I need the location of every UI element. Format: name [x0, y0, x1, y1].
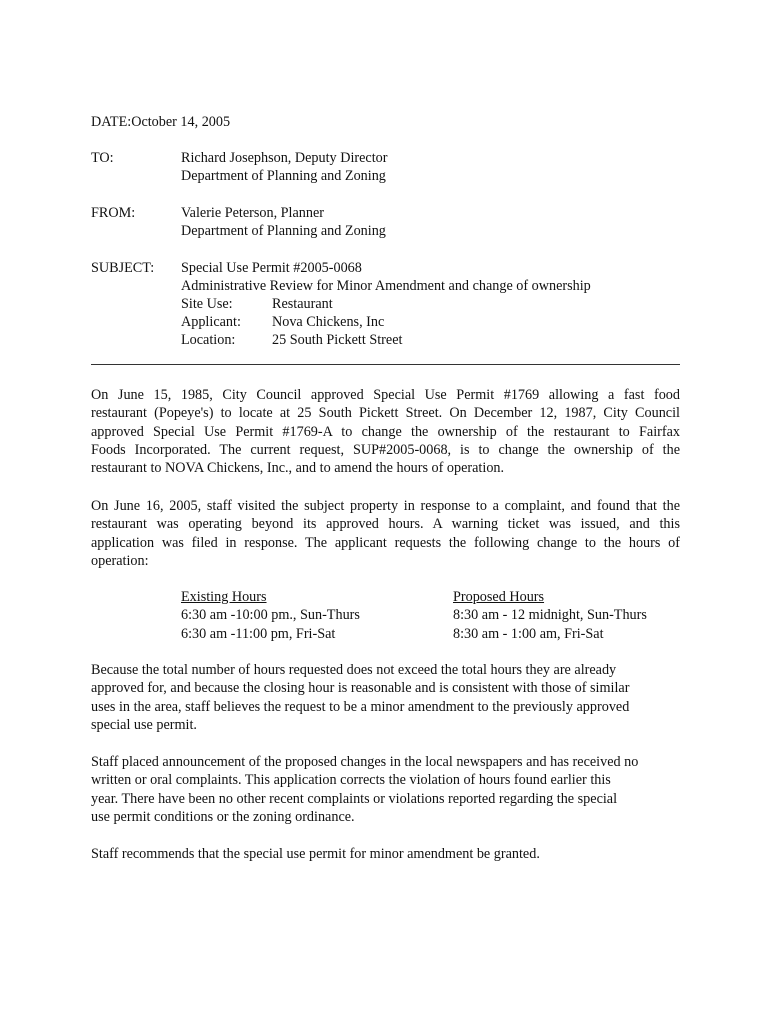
existing-hours-heading: Existing Hours: [181, 589, 267, 605]
location-value: 25 South Pickett Street: [272, 332, 403, 348]
memo-date: DATE:October 14, 2005: [91, 114, 231, 130]
from-label: FROM:: [91, 205, 136, 221]
paragraph-assessment: [91, 661, 680, 734]
existing-hours-column: [181, 588, 360, 643]
proposed-hours-column: [453, 588, 647, 643]
existing-hours-row: 6:30 am -10:00 pm., Sun-Thurs: [181, 607, 360, 624]
from-sender-department: Department of Planning and Zoning: [181, 223, 386, 239]
paragraph-line: On June 15, 1985, City Council approved Special Use Permit #1769 allowing a fast food: [91, 387, 680, 403]
paragraph-line: Because the total number of hours requested does not exceed the total hours they are already: [91, 662, 617, 678]
paragraph-line: operation:: [91, 552, 149, 569]
site-use-label: Site Use:: [181, 296, 233, 312]
paragraph-line: restaurant to NOVA Chickens, Inc., and to amend the hours of operation.: [91, 460, 505, 477]
paragraph-line: On June 16, 2005, staff visited the subject property in response to a complaint, and found that the: [91, 498, 680, 514]
to-recipient-name: Richard Josephson, Deputy Director: [181, 150, 388, 166]
header-divider: [91, 364, 680, 365]
subject-permit-number: Special Use Permit #2005-0068: [181, 260, 362, 276]
paragraph-history: [91, 386, 680, 477]
site-use-value: Restaurant: [272, 296, 333, 312]
from-sender-name: Valerie Peterson, Planner: [181, 205, 325, 221]
paragraph-line: year. There have been no other recent complaints or violations reported regarding the special: [91, 790, 618, 807]
existing-hours-row: 6:30 am -11:00 pm, Fri-Sat: [181, 625, 336, 642]
paragraph-line: Foods Incorporated. The current request, SUP#2005-0068, is to change the ownership of the: [91, 441, 680, 458]
paragraph-recommendation: [91, 845, 680, 863]
paragraph-line: application was filed in response. The applicant requests the following change to the hours of: [91, 534, 680, 551]
paragraph-line: uses in the area, staff believes the request to be a minor amendment to the previously approved: [91, 698, 630, 715]
paragraph-line: approved Special Use Permit #1769-A to change the ownership of the restaurant to Fairfax: [91, 423, 680, 440]
to-label: TO:: [91, 150, 114, 166]
paragraph-line: special use permit.: [91, 716, 197, 733]
paragraph-line: approved for, and because the closing hour is reasonable and is consistent with those of similar: [91, 680, 630, 697]
paragraph-line: Staff placed announcement of the proposed changes in the local newspapers and has received no: [91, 754, 639, 770]
paragraph-line: written or oral complaints. This application corrects the violation of hours found earlier this: [91, 772, 611, 789]
subject-review-title: Administrative Review for Minor Amendment and change of ownership: [181, 278, 591, 294]
proposed-hours-row: 8:30 am - 12 midnight, Sun-Thurs: [453, 607, 647, 624]
paragraph-line: restaurant was operating beyond its approved hours. A warning ticket was issued, and this: [91, 516, 680, 533]
proposed-hours-row: 8:30 am - 1:00 am, Fri-Sat: [453, 625, 604, 642]
subject-label: SUBJECT:: [91, 260, 155, 276]
paragraph-line: use permit conditions or the zoning ordinance.: [91, 808, 355, 825]
applicant-label: Applicant:: [181, 314, 241, 330]
paragraph-complaint: [91, 497, 680, 570]
proposed-hours-heading: Proposed Hours: [453, 589, 545, 605]
paragraph-line: restaurant (Popeye's) to locate at 25 South Pickett Street. On December 12, 1987, City Council: [91, 405, 680, 422]
applicant-value: Nova Chickens, Inc: [272, 314, 385, 330]
paragraph-line: Staff recommends that the special use permit for minor amendment be granted.: [91, 846, 540, 862]
location-label: Location:: [181, 332, 236, 348]
paragraph-notice: [91, 753, 680, 826]
to-recipient-department: Department of Planning and Zoning: [181, 168, 386, 184]
